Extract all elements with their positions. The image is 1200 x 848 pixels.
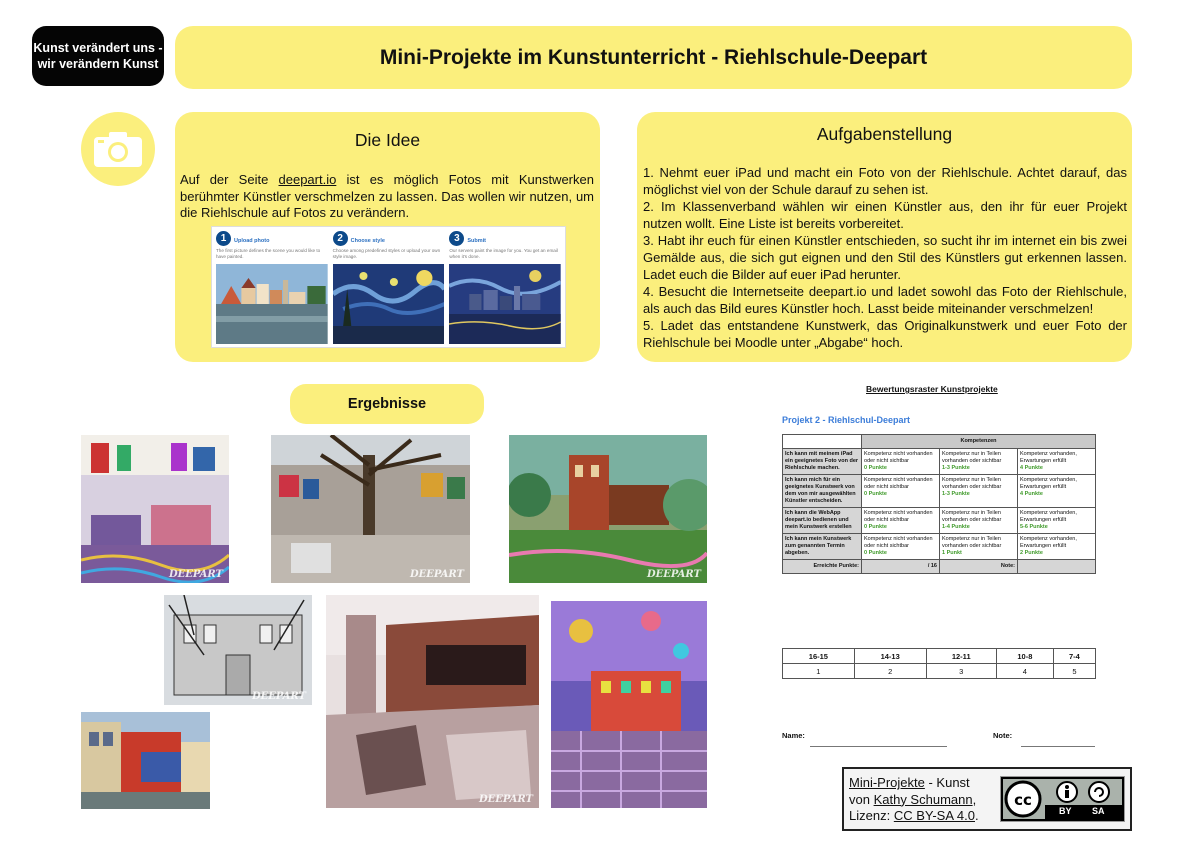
note-line (1021, 746, 1095, 747)
grade-range: 7-4 (1053, 649, 1095, 664)
page-title: Mini-Projekte im Kunstunterricht - Riehlschule-Deepart (379, 45, 928, 69)
level-text: Kompetenz nicht vorhanden oder nicht sichtbar (864, 451, 933, 464)
title-banner (175, 26, 1132, 89)
results-label: Ergebnisse (290, 384, 484, 424)
level-text: Kompetenz vorhanden, Erwartungen erfüllt (1019, 536, 1077, 549)
table-row (783, 449, 1096, 475)
stylized-result-image (449, 264, 561, 344)
rubric-level-cell (940, 508, 1018, 534)
idea-panel (175, 112, 600, 362)
watermark: DEEPART (646, 569, 701, 580)
task-item: 3. Habt ihr euch für einen Künstler entschieden, so sucht ihr im internet ein bis zwei Gemälde aus, die sich gut eignen und den Stil des Künstlers gut erkennen lassen. Ladet euch die Bilder auf euer iPad herunter. (643, 233, 1127, 282)
grade-number: 4 (996, 664, 1053, 679)
grade-number: 1 (783, 664, 855, 679)
rubric-criterion: Ich kann mich für ein geeignetes Kunstwerk von dem von mir ausgewählten Künstler entscheiden. (783, 475, 862, 508)
grade-number: 5 (1053, 664, 1095, 679)
rubric-header-row (783, 435, 1096, 449)
rubric-sum-row (783, 560, 1096, 574)
step-description: Choose among predefined styles or upload your own style image. (332, 248, 441, 259)
step-number: 2 (333, 231, 348, 246)
grade-number: 3 (926, 664, 996, 679)
result-artwork-sketch (164, 595, 312, 705)
level-points: 2 Punkte (1019, 550, 1043, 556)
step-upload (216, 229, 328, 345)
task-item: 2. Im Klassenverband wählen wir einen Künstler aus, den ihr für euer Projekt nutzen wollt. Eine Liste ist bereits vorbereitet. (643, 199, 1127, 231)
rubric-level-cell (862, 534, 940, 560)
rubric-corner-cell (783, 435, 862, 449)
rubric-level-cell (1017, 534, 1095, 560)
name-line (810, 746, 947, 747)
level-points: 0 Punkte (864, 524, 887, 530)
step-number: 1 (216, 231, 231, 246)
level-text: Kompetenz vorhanden, Erwartungen erfüllt (1019, 451, 1077, 464)
task-item: 5. Ladet das entstandene Kunstwerk, das Originalkunstwerk und euer Foto der Riehlschule bei Moodle unter „Abgabe“ hoch. (643, 318, 1127, 350)
rubric-criterion: Ich kann die WebApp deepart.io bedienen und mein Kunstwerk erstellen (783, 508, 862, 534)
deepart-link[interactable]: deepart.io (278, 172, 337, 187)
level-text: Kompetenz vorhanden, Erwartungen erfüllt (1019, 510, 1077, 523)
license-text-part: von (849, 791, 874, 807)
table-row (783, 649, 1096, 664)
license-text-part: Lizenz: (849, 808, 894, 823)
rubric-level-cell (862, 475, 940, 508)
result-artwork-tower (509, 435, 707, 583)
step-title: Choose style (350, 238, 385, 244)
step-number: 3 (449, 231, 464, 246)
rubric-level-cell (862, 449, 940, 475)
table-row (783, 534, 1096, 560)
motto-line-2: wir verändern Kunst (37, 57, 159, 71)
idea-text-part: Auf der Seite (180, 172, 279, 187)
step-style (333, 229, 445, 345)
table-row (783, 475, 1096, 508)
result-artwork-cubist (326, 595, 539, 808)
starry-night-image (333, 264, 445, 344)
mini-projekte-link[interactable]: Mini-Projekte (849, 775, 925, 790)
camera-badge (81, 112, 155, 186)
rubric-header: Kompetenzen (862, 435, 1096, 449)
rubric-level-cell (1017, 449, 1095, 475)
level-text: Kompetenz nicht vorhanden oder nicht sichtbar (864, 477, 933, 490)
rubric-level-cell (1017, 475, 1095, 508)
author-link[interactable]: Kathy Schumann (873, 791, 973, 807)
idea-text-part: ist es möglich Fotos mit Kunstwerken berühmter Künstler verschmelzen zu lassen. Das wollen wir nutzen, um die Riehlschule auf Fotos zu verändern. (180, 172, 594, 220)
level-text: Kompetenz nicht vorhanden oder nicht sichtbar (864, 510, 933, 523)
deepart-steps-screenshot (211, 226, 566, 348)
rubric-level-cell (940, 449, 1018, 475)
level-points: 1-4 Punkte (942, 524, 970, 530)
license-text-part: , (972, 791, 977, 807)
step-description: The first picture defines the scene you would like to have painted. (216, 248, 321, 259)
license-link[interactable]: CC BY-SA 4.0 (893, 808, 975, 823)
table-row (783, 664, 1096, 679)
motto-line-1: Kunst verändert uns - (33, 41, 163, 55)
grade-range: 12-11 (926, 649, 996, 664)
license-text-part: - Kunst (924, 775, 970, 790)
cc-by-sa-badge (1000, 776, 1125, 822)
tuebingen-photo (216, 264, 328, 344)
level-points: 0 Punkte (864, 491, 887, 497)
result-artwork-mosaic (551, 601, 707, 808)
task-panel (637, 112, 1132, 362)
license-text (849, 775, 979, 825)
grade-value (1017, 560, 1095, 574)
level-points: 1-3 Punkte (942, 491, 970, 497)
result-artwork-red-building (81, 712, 210, 809)
grade-range: 14-13 (854, 649, 926, 664)
watermark: DEEPART (168, 569, 223, 580)
level-text: Kompetenz nur in Teilen vorhanden oder sichtbar (942, 536, 1002, 549)
level-points: 0 Punkte (864, 465, 887, 471)
table-row (783, 508, 1096, 534)
task-item: 4. Besucht die Internetseite deepart.io und ladet sowohl das Foto der Riehlschule, als auch das Bild eures Künstler hoch. Lasst beide miteinander verschmelzen! (643, 284, 1127, 316)
level-text: Kompetenz nur in Teilen vorhanden oder sichtbar (942, 510, 1002, 523)
rubric-title: Bewertungsraster Kunstprojekte (866, 384, 998, 394)
grade-label: Note: (940, 560, 1018, 574)
name-label: Name: (782, 731, 805, 740)
grade-scale-table (782, 648, 1096, 679)
grade-range: 16-15 (783, 649, 855, 664)
level-text: Kompetenz nur in Teilen vorhanden oder sichtbar (942, 477, 1002, 490)
watermark: DEEPART (251, 691, 306, 702)
rubric-criterion: Ich kann mein Kunstwerk zum genannten Termin abgeben. (783, 534, 862, 560)
rubric-table (782, 434, 1096, 574)
grade-number: 2 (854, 664, 926, 679)
level-text: Kompetenz vorhanden, Erwartungen erfüllt (1019, 477, 1077, 490)
watermark: DEEPART (478, 794, 533, 805)
watermark: DEEPART (409, 569, 464, 580)
step-title: Submit (467, 238, 486, 244)
sum-label: Erreichte Punkte: (783, 560, 862, 574)
task-heading: Aufgabenstellung (816, 124, 953, 144)
task-item: 1. Nehmt euer iPad und macht ein Foto von der Riehlschule. Achtet darauf, das möglichst viel von der Schule darauf zu sehen ist. (643, 165, 1127, 197)
note-label: Note: (993, 731, 1013, 740)
motto-badge (32, 26, 164, 86)
camera-icon (93, 130, 143, 168)
result-artwork-classroom (81, 435, 229, 583)
sa-icon (1089, 782, 1109, 802)
rubric-level-cell (862, 508, 940, 534)
idea-heading: Die Idee (354, 130, 421, 150)
level-points: 5-6 Punkte (1019, 524, 1048, 530)
sum-value: / 16 (862, 560, 940, 574)
result-artwork-tree (271, 435, 470, 583)
svg-text:cc: cc (1014, 791, 1032, 809)
rubric-level-cell (1017, 508, 1095, 534)
rubric-criterion: Ich kann mit meinem iPad ein geeignetes Foto von der Riehlschule machen. (783, 449, 862, 475)
license-box (842, 767, 1132, 831)
level-text: Kompetenz nicht vorhanden oder nicht sichtbar (864, 536, 933, 549)
rubric-level-cell (940, 475, 1018, 508)
license-text-part: . (975, 808, 979, 823)
badge-sa-text: SA (1092, 806, 1105, 816)
grade-range: 10-8 (996, 649, 1053, 664)
step-submit (449, 229, 561, 345)
idea-text (180, 172, 594, 222)
level-points: 0 Punkte (864, 550, 887, 556)
badge-by-text: BY (1059, 806, 1072, 816)
rubric-project-title: Projekt 2 - Riehlschul-Deepart (782, 415, 911, 425)
task-list (643, 164, 1127, 351)
rubric-level-cell (940, 534, 1018, 560)
level-points: 1-3 Punkte (942, 465, 970, 471)
level-points: 4 Punkte (1019, 465, 1043, 471)
step-description: Our servers paint the image for you. You get an email when it's done. (449, 248, 558, 259)
level-points: 1 Punkt (942, 550, 962, 556)
step-title: Upload photo (234, 238, 270, 244)
level-points: 4 Punkte (1019, 491, 1043, 497)
level-text: Kompetenz nur in Teilen vorhanden oder sichtbar (942, 451, 1002, 464)
